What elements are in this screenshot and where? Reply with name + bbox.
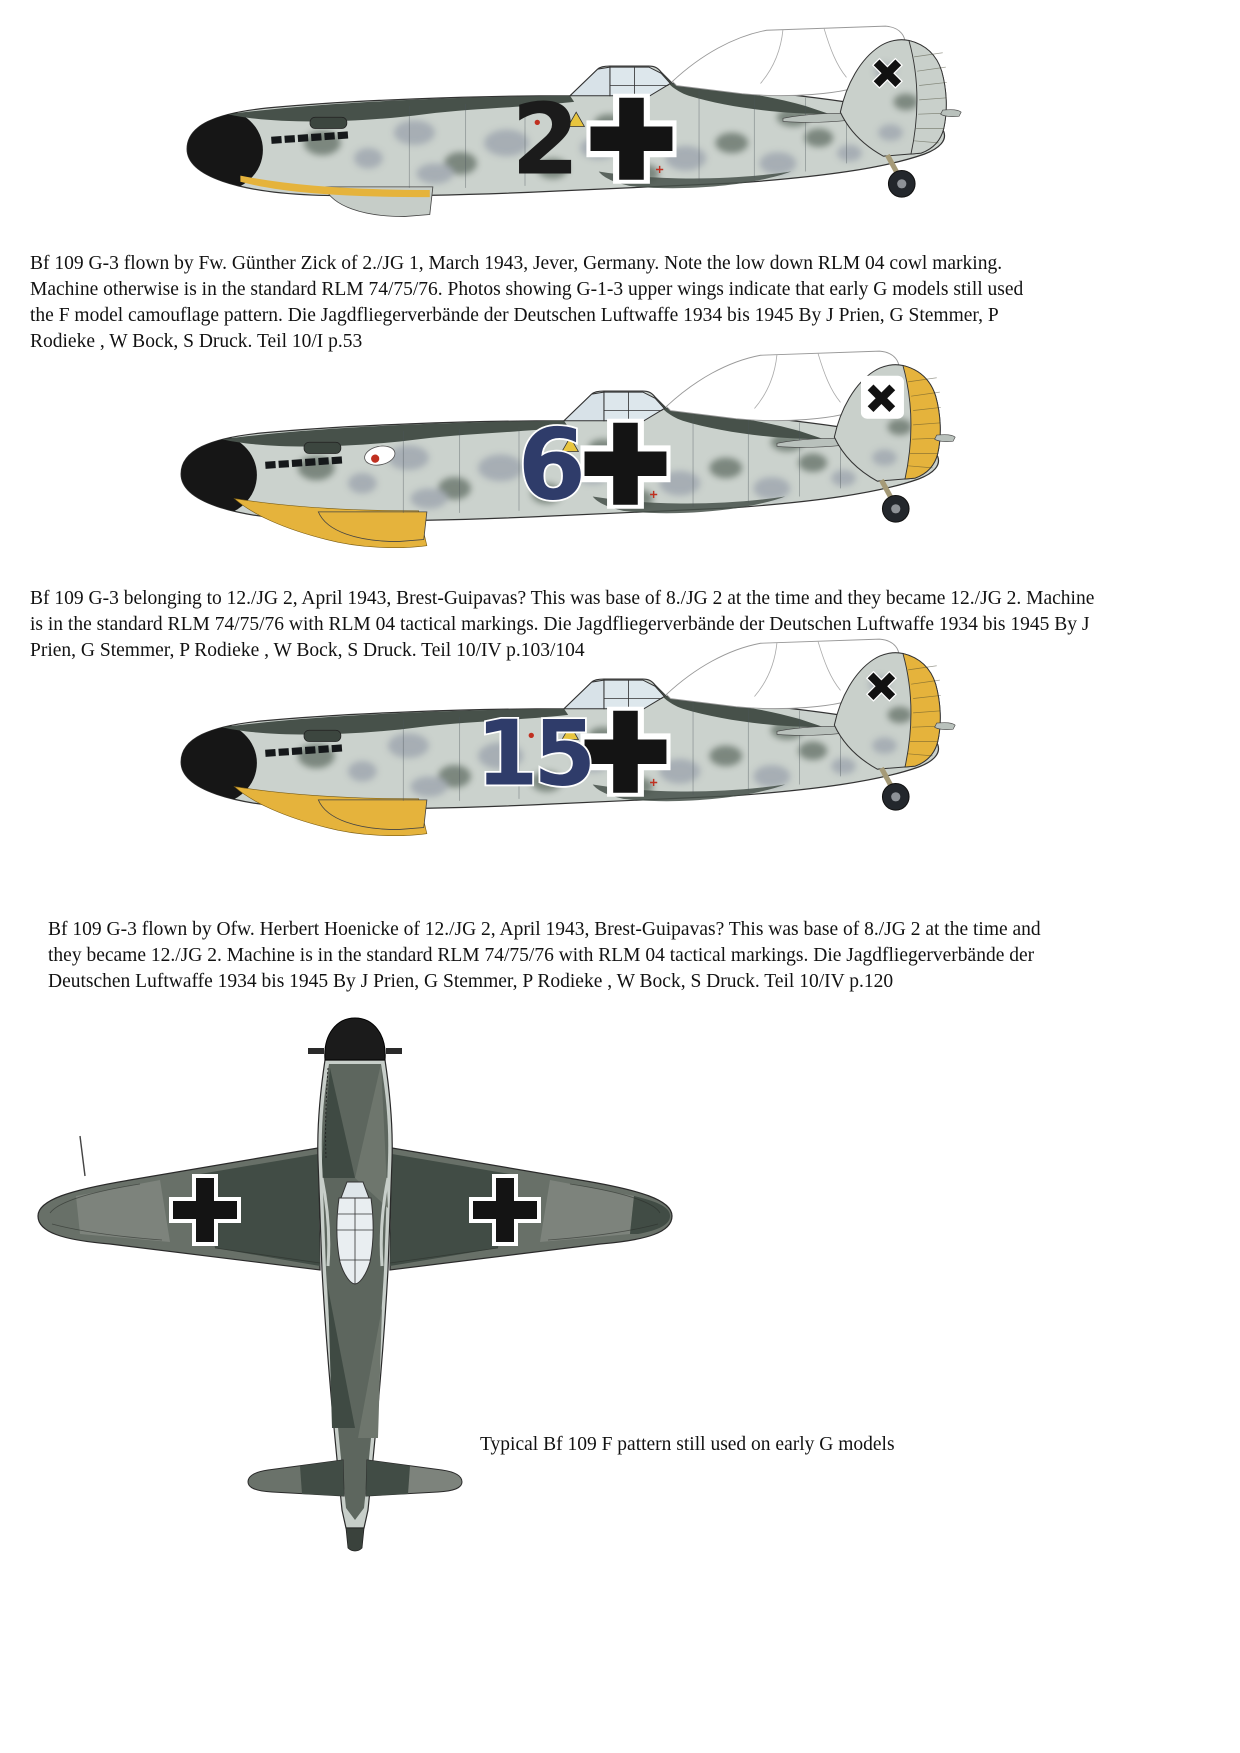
- caption-profile-1: Bf 109 G-3 flown by Fw. Günther Zick of 2./JG 1, March 1943, Jever, Germany. Note the low down RLM 04 cowl marking. Machine otherwise is in the standard RLM 74/75/76. Photos showing G-1-3 upper wings indicate that early G models still used the F model camouflage pattern. Die Jagdfliegerverbände der Deutschen Luftwaffe 1934 bis 1945 By J Prien, G Stemmer, P Rodieke , W Bock, S Druck. Teil 10/I p.53: [30, 252, 1024, 352]
- tactical-number: 2: [511, 83, 580, 198]
- aircraft-profile-2: [162, 345, 962, 560]
- caption-top-view: Typical Bf 109 F pattern still used on early G models: [480, 1433, 895, 1455]
- tactical-number: 6: [517, 408, 586, 523]
- caption-profile-3: Bf 109 G-3 flown by Ofw. Herbert Hoenicke of 12./JG 2, April 1943, Brest-Guipavas? This was base of 8./JG 2 at the time and they became 12./JG 2. Machine is in the standard RLM 74/75/76 with RLM 04 tactical markings. Die Jagdfliegerverbände der Deutschen Luftwaffe 1934 bis 1945 By J Prien, G Stemmer, P Rodieke , W Bock, S Druck. Teil 10/IV p.120: [48, 918, 1041, 992]
- aircraft-profile-1: [168, 20, 968, 235]
- aircraft-profile-3: [162, 633, 962, 848]
- pitot-tube: [80, 1136, 85, 1176]
- fuselage: [318, 1060, 392, 1528]
- top-view-diagram: [10, 1008, 700, 1553]
- caption-profile-2: Bf 109 G-3 belonging to 12./JG 2, April 1943, Brest-Guipavas? This was base of 8./JG 2 at the time and they became 12./JG 2. Machine is in the standard RLM 74/75/76 with RLM 04 tactical markings. Die Jagdfliegerverbände der Deutschen Luftwaffe 1934 bis 1945 By J Prien, G Stemmer, P Rodieke , W Bock, S Druck. Teil 10/IV p.103/104: [30, 587, 1095, 661]
- tactical-number: 15: [475, 701, 591, 807]
- canopy-top: [337, 1182, 373, 1284]
- spinner-top: [308, 1018, 402, 1060]
